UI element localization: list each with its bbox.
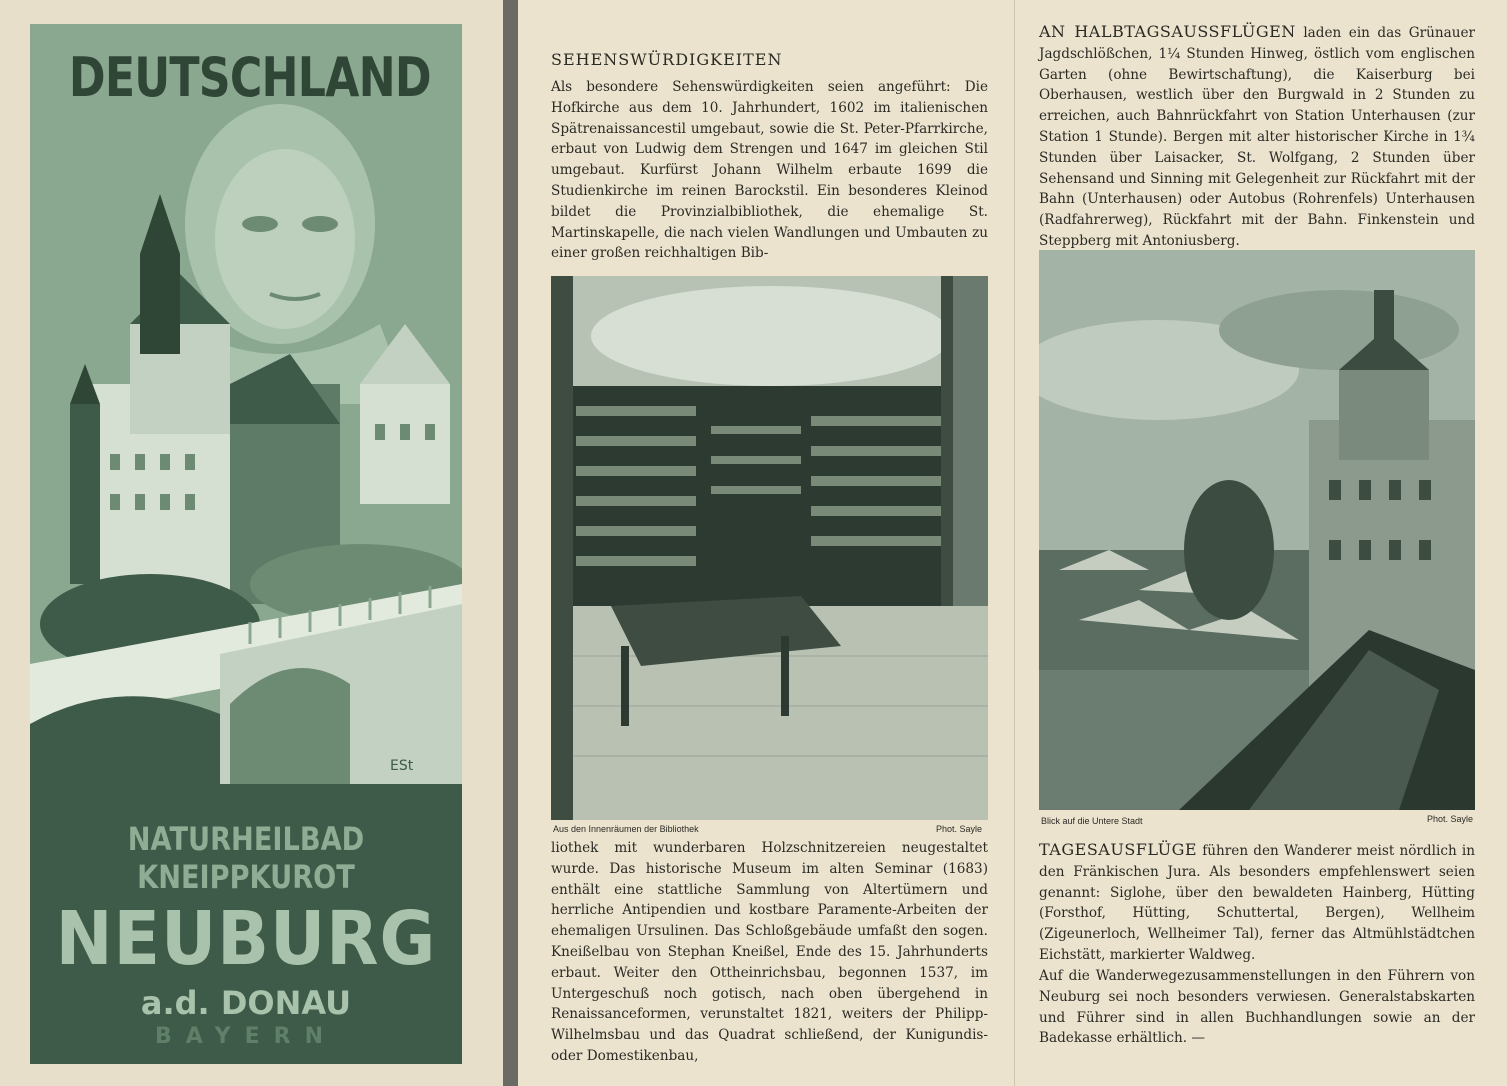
town-photo-credit: Phot. Sayle <box>1427 814 1474 824</box>
cover-panel <box>0 0 503 1086</box>
day-trips-paragraph <box>1039 840 1475 966</box>
half-day-trips-heading: AN HALBTAGSAUSSFLÜGEN <box>1039 22 1296 41</box>
library-photo-credit: Phot. Sayle <box>936 824 983 834</box>
cover-state: BAYERN <box>154 1024 337 1049</box>
poster-illustration <box>30 24 462 784</box>
town-photo <box>1039 250 1475 810</box>
town-photo-caption: Blick auf die Untere Stadt <box>1041 816 1143 826</box>
cover-subtitle-1: NATURHEILBAD <box>127 820 365 858</box>
guidebooks-paragraph: Auf die Wanderwegezusammenstellungen in den Führern von Neuburg sei noch besonders verwiesen. Generalstabskarten und Führer sind in allen Buchhandlungen sowie an der Badekasse erhältlich. — <box>1039 968 1475 1047</box>
cover-town-name: NEUBURG <box>55 896 437 982</box>
day-trips-heading: TAGESAUSFLÜGE <box>1039 840 1198 859</box>
right-panel <box>1015 0 1507 1086</box>
sights-paragraph-1: Als besondere Sehenswürdigkeiten seien angeführt: Die Hofkirche aus dem 10. Jahrhundert, 1602 im italienischen Spätrenaissancestil umgebaut, sowie die St. Peter-Pfarrkirche, erbaut von Ludwig dem Strengen und 1647 im gleichen Stil umgebaut. Kurfürst Johann Wilhelm erbaute 1699 die Studienkirche im reinen Barockstil. Ein besonderes Kleinod bildet die Provinzialbibliothek, die ehemalige St. Martinskapelle, die nach vielen Wandlungen und Umbauten zu einer großen reichhaltigen Bib- <box>551 79 988 262</box>
sights-paragraph-2: liothek mit wunderbaren Holzschnitzereien neugestaltet wurde. Das historische Museum im alten Seminar (1683) enthält eine stattliche Sammlung von Altertümern und herrliche Antipendien und kostbare Paramente-Arbeiten der ehemaligen Ursulinen. Das Schloßgebäude umfaßt den sogen. Kneißelbau von Stephan Kneißel, Ende des 15. Jahrhunderts erbaut. Weiter den Ottheinrichsbau, begonnen 1537, im Untergeschuß noch gotisch, nach oben übergehend in Renaissanceformen, verunstaltet 1821, weiters der Philipp-Wilhelmsbau und das Quadrat schließend, der Kunigundis- oder Domestikenbau, <box>551 840 988 1064</box>
library-photo <box>551 276 988 820</box>
library-illustration <box>551 276 988 820</box>
half-day-trips-text: laden ein das Grünauer Jagdschlößchen, 1¼ Stunden Hinweg, östlich vom englischen Garten (ohne Bewirtschaftung), die Kaiserburg bei Oberhausen, westlich über den Burgwald in 2 Stunden zu erreichen, auch Bahnrückfahrt von Station Unterhausen (zur Station 1 Stunde). Bergen mit alter historischer Kirche in 1¾ Stunden über Laisacker, St. Wolfgang, 2 Stunden über Sehensand und Sinning mit Gelegenheit zur Rückfahrt mit der Bahn (Unterhausen) oder Autobus (Rohrenfels) Unterhausen (Radfahrerweg), Rückfahrt mit der Bahn. Finkenstein und Steppberg mit Antoniusberg. <box>1039 25 1475 249</box>
half-day-trips-paragraph <box>1039 22 1475 252</box>
cover-subtitle-2: KNEIPPKUROT <box>137 858 355 896</box>
cover-title: DEUTSCHLAND <box>68 46 431 109</box>
day-trips-text: führen den Wanderer meist nördlich in den Fränkischen Jura. Als besonders empfehlenswert seien genannt: Siglohe, über den bewaldeten Hainberg, Hütting (Forsthof, Hütting, Schuttertal, Bergen), Wellheim (Zigeunerloch, Wellheimer Tal), ferner das Altmühlstädtchen Eichstätt, markierter Waldweg. <box>1039 843 1475 963</box>
artist-signature: ESt <box>390 758 414 774</box>
cover-river: a.d. DONAU <box>140 984 352 1022</box>
library-photo-caption: Aus den Innenräumen der Bibliothek <box>553 824 699 834</box>
middle-panel <box>518 0 1015 1086</box>
town-illustration <box>1039 250 1475 810</box>
poster <box>30 24 462 1064</box>
cover-title-box <box>30 784 462 1064</box>
section-heading-sights: SEHENSWÜRDIGKEITEN <box>551 50 783 69</box>
